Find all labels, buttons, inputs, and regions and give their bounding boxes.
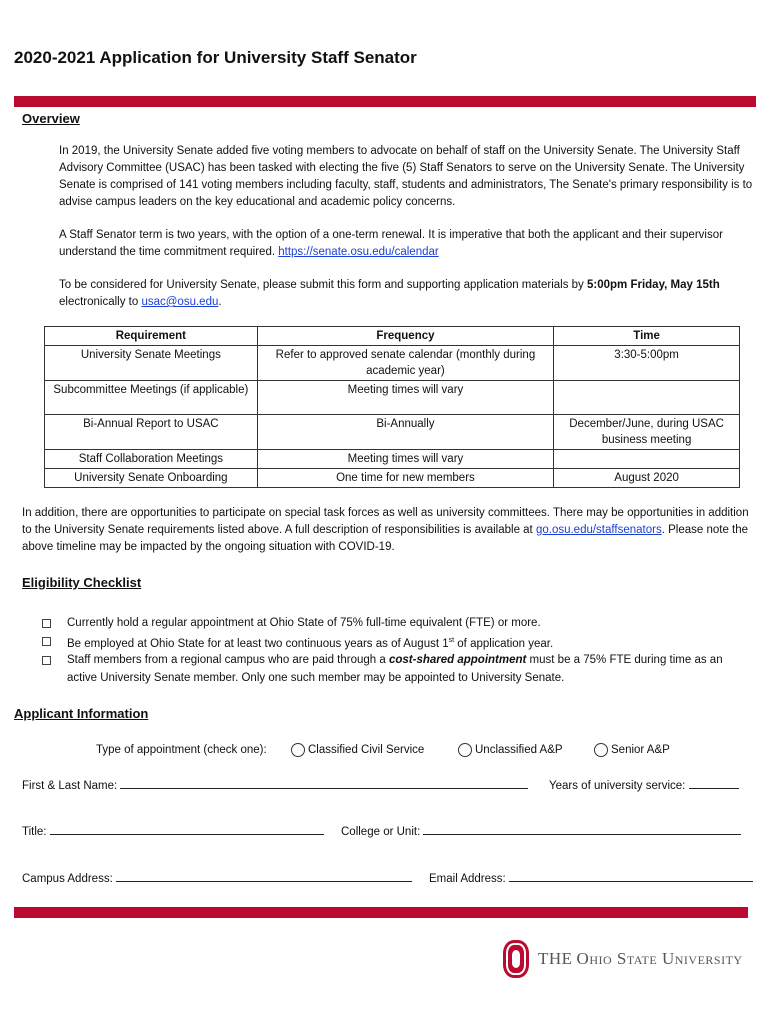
opportunities-text: In addition, there are opportunities to participate on special task forces as well as university committees. There may be opportunities in addition to the University Senate requirements listed above. A full description of responsibilities is available at — [22, 507, 749, 536]
opportunities-text-2: . Please note the above timeline may be impacted by the ongoing situation with COVID-19. — [22, 524, 749, 553]
checkbox[interactable] — [42, 619, 51, 628]
senate-calendar-link[interactable]: https://senate.osu.edu/calendar — [278, 246, 439, 258]
checkbox[interactable] — [42, 637, 51, 646]
radio-circle[interactable] — [594, 743, 608, 757]
table-cell — [554, 450, 740, 469]
applicant-heading: Applicant Information — [14, 706, 149, 721]
eligibility-item-tenure — [42, 632, 553, 653]
footer-divider-bar — [14, 907, 748, 918]
table-cell: Staff Collaboration Meetings — [45, 450, 258, 469]
logo-wordmark — [538, 949, 743, 969]
table-cell: August 2020 — [554, 469, 740, 488]
radio-label: Unclassified A&P — [475, 744, 563, 757]
appointment-type-label: Type of appointment (check one): — [96, 744, 267, 756]
table-cell: Refer to approved senate calendar (monthly during academic year) — [257, 346, 553, 381]
name-row — [22, 777, 528, 792]
radio-circle[interactable] — [291, 743, 305, 757]
campus-label: Campus Address: — [22, 873, 113, 885]
table-cell: Bi-Annually — [257, 415, 553, 450]
deadline-period: . — [218, 296, 222, 308]
overview-paragraph-3 — [59, 277, 749, 311]
table-cell: One time for new members — [257, 469, 553, 488]
radio-circle[interactable] — [458, 743, 472, 757]
regional-text: Staff members from a regional campus who are paid through a — [67, 654, 389, 666]
col-header-requirement: Requirement — [45, 327, 258, 346]
title-field[interactable] — [50, 823, 324, 835]
term-text: A Staff Senator term is two years, with the option of a one-term renewal. It is imperative that both the applicant and their supervisor understand the time commitment required. — [59, 229, 723, 258]
radio-classified[interactable] — [291, 743, 424, 757]
table-row — [45, 415, 740, 450]
regional-text-2: must be a 75% FTE during time as an active University Senate member. Only one such member may be appointed to University Senate. — [67, 654, 723, 684]
eligibility-heading: Eligibility Checklist — [22, 575, 142, 590]
requirements-table — [44, 326, 740, 488]
staff-senators-link[interactable]: go.osu.edu/staffsenators — [535, 524, 662, 536]
radio-senior[interactable] — [594, 743, 670, 757]
eligibility-item-label: Currently hold a regular appointment at Ohio State of 75% full-time equivalent (FTE) or more. — [67, 617, 541, 629]
radio-label: Classified Civil Service — [308, 744, 425, 757]
block-o-icon — [502, 939, 530, 979]
ordinal-suffix: st — [448, 637, 455, 644]
table-cell: 3:30-5:00pm — [554, 346, 740, 381]
tenure-text: Be employed at Ohio State for at least two continuous years as of August 1 — [67, 637, 449, 650]
table-row — [45, 381, 740, 415]
eligibility-item-fte — [42, 614, 541, 632]
title-row — [22, 823, 324, 838]
email-field[interactable] — [509, 870, 753, 882]
deadline-text-2: electronically to — [59, 296, 142, 308]
college-label: College or Unit: — [341, 826, 421, 838]
usac-email-link[interactable]: usac@osu.edu — [141, 296, 219, 308]
table-cell: University Senate Onboarding — [45, 469, 258, 488]
checkbox[interactable] — [42, 656, 51, 665]
table-row — [45, 450, 740, 469]
email-label: Email Address: — [429, 873, 506, 885]
radio-unclassified[interactable] — [458, 743, 563, 757]
years-label: Years of university service: — [549, 780, 686, 792]
table-cell: University Senate Meetings — [45, 346, 258, 381]
eligibility-item-label — [67, 632, 553, 653]
table-cell — [554, 381, 740, 415]
campus-address-field[interactable] — [116, 870, 412, 882]
overview-heading: Overview — [22, 111, 80, 126]
name-label: First & Last Name: — [22, 780, 118, 792]
logo-the: THE — [538, 949, 573, 968]
deadline-date: 5:00pm Friday, May 15th — [587, 279, 720, 291]
years-field[interactable] — [689, 777, 739, 789]
table-row — [45, 346, 740, 381]
table-row — [45, 469, 740, 488]
table-cell: Bi-Annual Report to USAC — [45, 415, 258, 450]
email-row — [429, 870, 753, 885]
cost-shared-term: cost-shared appointment — [388, 654, 527, 666]
eligibility-item-regional — [42, 651, 752, 687]
logo-university-name: Ohio State University — [576, 949, 743, 968]
col-header-time: Time — [554, 327, 740, 346]
table-cell: Meeting times will vary — [257, 450, 553, 469]
table-cell: December/June, during USAC business meeting — [554, 415, 740, 450]
years-row — [549, 777, 739, 792]
col-header-frequency: Frequency — [257, 327, 553, 346]
additional-opportunities-paragraph — [22, 505, 752, 556]
eligibility-item-label — [67, 651, 752, 687]
deadline-text: To be considered for University Senate, please submit this form and supporting application materials by — [59, 279, 587, 291]
page-title: 2020-2021 Application for University Staff Senator — [14, 48, 417, 67]
radio-label: Senior A&P — [611, 744, 670, 757]
overview-paragraph-1: In 2019, the University Senate added five voting members to advocate on behalf of staff on the University Senate. The University Staff Advisory Committee (USAC) has been tasked with electing the five (5) Staff Senators to serve on the University Senate. The University Senate is comprised of 141 voting members including faculty, staff, students and administrators, The Senate's primary responsibility is to advise campus leaders on the key educational and academic policy concerns. — [59, 145, 753, 208]
college-row — [341, 823, 741, 838]
name-field[interactable] — [120, 777, 528, 789]
table-cell: Meeting times will vary — [257, 381, 553, 415]
table-header-row — [45, 327, 740, 346]
title-label: Title: — [22, 826, 47, 838]
campus-row — [22, 870, 412, 885]
college-field[interactable] — [423, 823, 741, 835]
university-logo — [502, 938, 756, 980]
tenure-text-2: of application year. — [454, 637, 554, 650]
header-divider-bar — [14, 96, 756, 107]
table-cell: Subcommittee Meetings (if applicable) — [45, 381, 258, 415]
overview-paragraph-2 — [59, 227, 749, 261]
